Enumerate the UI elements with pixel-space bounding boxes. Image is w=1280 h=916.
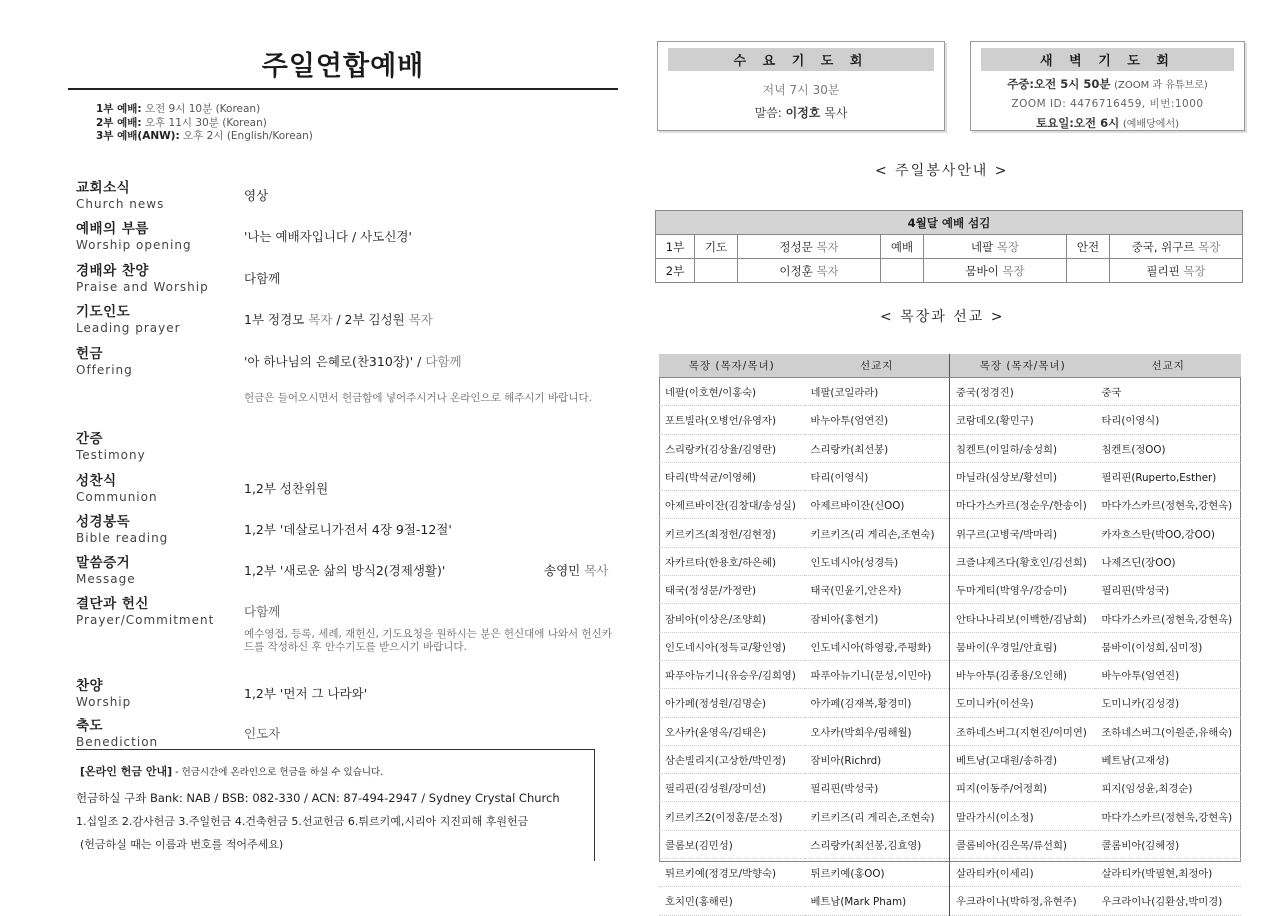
mission-row — [659, 859, 1241, 887]
mission-group-cell: 피지(이동주/어정희) — [949, 774, 1095, 802]
mission-group-cell: 마다가스카르(정순우/한송이) — [949, 491, 1095, 519]
bank-account: 헌금하실 구좌 Bank: NAB / BSB: 082-330 / ACN: 87-494-2947 / Sydney Crystal Church — [76, 791, 560, 805]
mission-group-cell: 잠비아(이상은/조양희) — [659, 604, 805, 632]
mission-field-cell: 잠비아(Richrd) — [805, 745, 950, 773]
mission-field-cell: 바누아투(엄연진) — [1095, 660, 1241, 688]
mission-row — [659, 887, 1241, 915]
mission-field-cell: 스리랑카(최선봉,김효영) — [805, 830, 950, 858]
order-item-message: 말씀증거 Message 1,2부 '새로운 삶의 방식2(경제생활)' 송영민 목사 — [76, 555, 609, 586]
mission-field-cell: 우크라이나(김환삼,박미경) — [1095, 887, 1241, 915]
mission-field-cell: 마다가스카르(정현욱,강현옥) — [1095, 802, 1241, 830]
mission-header-group-2: 목장 (목자/목녀) — [949, 354, 1095, 378]
online-divider — [594, 749, 595, 861]
mission-group-cell: 중국(정경진) — [949, 378, 1095, 406]
mission-field-cell: 중국 — [1095, 378, 1241, 406]
mission-group-cell: 코람데오(황민구) — [949, 406, 1095, 434]
mission-row — [659, 830, 1241, 858]
mission-row — [659, 519, 1241, 547]
mission-group-cell: 파푸아뉴기니(유승우/김희영) — [659, 660, 805, 688]
mission-field-cell: 키르키즈(리 게리손,조현숙) — [805, 519, 950, 547]
mission-group-cell: 포트빌라(오병언/유영자) — [659, 406, 805, 434]
mission-row — [659, 660, 1241, 688]
mission-group-cell: 아가페(정성원/김명순) — [659, 689, 805, 717]
mission-table — [659, 354, 1241, 916]
order-item-testimony: 간증 Testimony — [76, 431, 146, 462]
mission-section-title: < 목장과 선교 > — [880, 309, 1005, 325]
mission-field-cell: 파푸아뉴기니(문성,이민아) — [805, 660, 950, 688]
mission-group-cell: 두마게티(박영우/강승미) — [949, 576, 1095, 604]
offering-note: 헌금은 들어오시면서 헌금함에 넣어주시거나 온라인으로 해주시기 바랍니다. — [244, 392, 592, 404]
mission-group-cell: 콜롬비아(김은목/류선희) — [949, 830, 1095, 858]
mission-row — [659, 491, 1241, 519]
service-time-1: 1부 예배: 오전 9시 10분 (Korean) — [96, 103, 261, 115]
mission-field-cell: 아제르바이잔(신OO) — [805, 491, 950, 519]
mission-field-cell: 뭄바이(이성희,심미정) — [1095, 632, 1241, 660]
dawn-weekday: 주중:오전 5시 50분 (ZOOM 과 유튜브로) — [1007, 77, 1208, 91]
wednesday-prayer-box — [657, 41, 945, 131]
mission-field-cell: 필리핀(박성국) — [1095, 576, 1241, 604]
mission-field-cell: 조하네스버그(이원준,유해숙) — [1095, 717, 1241, 745]
mission-group-cell: 마닐라(심상보/황선미) — [949, 462, 1095, 490]
wednesday-preacher: 말씀: 이정호 목사 — [754, 106, 848, 120]
duty-section-title: < 주일봉사안내 > — [875, 163, 1009, 179]
service-time-3: 3부 예배(ANW): 오후 2시 (English/Korean) — [96, 130, 313, 142]
mission-group-cell: 우크라이나(박하정,유현주) — [949, 887, 1095, 915]
mission-field-cell: 침켄트(정OO) — [1095, 434, 1241, 462]
duty-row-2: 2부 이정훈 목자 뭄바이 목장 필리핀 목장 — [656, 259, 1243, 283]
dawn-prayer-box — [970, 41, 1245, 131]
mission-row — [659, 406, 1241, 434]
mission-field-cell: 베트남(고재성) — [1095, 745, 1241, 773]
online-offering-title: [온라인 헌금 안내] - 헌금시간에 온라인으로 헌금을 하실 수 있습니다. — [80, 765, 384, 778]
service-time-2: 2부 예배: 오후 11시 30분 (Korean) — [96, 116, 267, 129]
mission-field-cell: 오사카(박희우/림해월) — [805, 717, 950, 745]
mission-row — [659, 462, 1241, 490]
mission-group-cell: 조하네스버그(지현진/이미연) — [949, 717, 1095, 745]
mission-field-cell: 네팔(코일라라) — [805, 378, 950, 406]
mission-field-cell: 베트남(Mark Pham) — [805, 887, 950, 915]
mission-group-cell: 삼손빌리지(고상한/박민정) — [659, 745, 805, 773]
mission-field-cell: 마다가스카르(정현욱,강현옥) — [1095, 604, 1241, 632]
mission-field-cell: 필리핀(Ruperto,Esther) — [1095, 462, 1241, 490]
mission-field-cell: 살라티카(박필현,최정아) — [1095, 859, 1241, 887]
order-item-praise: 경배와 찬양 Praise and Worship 다함께 — [76, 263, 281, 294]
mission-group-cell: 침켄트(이일하/송성희) — [949, 434, 1095, 462]
mission-field-cell: 타리(이영식) — [1095, 406, 1241, 434]
mission-group-cell: 인도네시아(정득교/황인영) — [659, 632, 805, 660]
duty-row-1: 1부 기도 정성문 목자 예배 네팔 목장 안전 중국, 위구르 목장 — [656, 235, 1243, 259]
mission-field-cell: 도미니카(김성경) — [1095, 689, 1241, 717]
mission-group-cell: 크즐냐제즈다(황호인/김선희) — [949, 547, 1095, 575]
mission-row — [659, 434, 1241, 462]
mission-group-cell: 위구르(고병국/박마리) — [949, 519, 1095, 547]
mission-group-cell: 뭄바이(우경일/안효림) — [949, 632, 1095, 660]
mission-field-cell: 잠비아(홍현기) — [805, 604, 950, 632]
order-item-bible: 성경봉독 Bible reading 1,2부 '데살로니가전서 4장 9절-12절' — [76, 514, 452, 545]
mission-row — [659, 689, 1241, 717]
mission-group-cell: 베트남(고대원/송하경) — [949, 745, 1095, 773]
dawn-saturday: 토요일:오전 6시 (예배당에서) — [1035, 116, 1180, 130]
mission-row — [659, 802, 1241, 830]
order-item-call: 예배의 부름 Worship opening '나는 예배자입니다 / 사도신경' — [76, 221, 412, 252]
mission-row — [659, 576, 1241, 604]
mission-group-cell: 태국(정성문/가정란) — [659, 576, 805, 604]
mission-group-cell: 바누아투(김종용/오인해) — [949, 660, 1095, 688]
mission-group-cell: 타리(박석균/이영혜) — [659, 462, 805, 490]
mission-group-cell: 필리핀(김성원/장미선) — [659, 774, 805, 802]
mission-field-cell: 태국(민윤기,안은자) — [805, 576, 950, 604]
offering-memo: (헌금하실 때는 이름과 번호를 적어주세요) — [80, 838, 284, 851]
mission-field-cell: 콜롬비아(김혜정) — [1095, 830, 1241, 858]
mission-row — [659, 378, 1241, 406]
mission-group-cell: 스리랑카(김상율/김영란) — [659, 434, 805, 462]
order-item-worship: 찬양 Worship 1,2부 '먼저 그 나라와' — [76, 678, 368, 709]
mission-field-cell: 바누아투(엄연진) — [805, 406, 950, 434]
mission-group-cell: 살라티카(이세리) — [949, 859, 1095, 887]
mission-field-cell: 아가페(김재복,황경미) — [805, 689, 950, 717]
mission-field-cell: 마다가스카르(정현욱,강현옥) — [1095, 491, 1241, 519]
order-item-commitment: 결단과 헌신 Prayer/Commitment 다함께 — [76, 596, 281, 627]
mission-row — [659, 774, 1241, 802]
order-item-prayer: 기도인도 Leading prayer 1부 정경모 목자 / 2부 김성원 목자 — [76, 304, 433, 335]
mission-row — [659, 717, 1241, 745]
duty-table — [655, 210, 1243, 283]
message-speaker: 송영민 목사 — [544, 563, 609, 578]
mission-header-field-1: 선교지 — [805, 354, 950, 378]
order-item-offering: 헌금 Offering '아 하나님의 은혜로(찬310장)' / 다함께 — [76, 346, 462, 377]
mission-group-cell: 키르키즈2(이정훈/문소정) — [659, 802, 805, 830]
mission-field-cell: 나제즈딘(장OO) — [1095, 547, 1241, 575]
mission-group-cell: 도미니카(이선욱) — [949, 689, 1095, 717]
dawn-title: 새 벽 기 도 회 — [981, 48, 1234, 71]
mission-row — [659, 745, 1241, 773]
mission-group-cell: 말라가시(이소정) — [949, 802, 1095, 830]
mission-field-cell: 피지(임성윤,최경순) — [1095, 774, 1241, 802]
offering-kinds: 1.십일조 2.감사헌금 3.주일헌금 4.건축헌금 5.선교헌금 6.튀르키예,시리아 지진피해 후원헌금 — [76, 815, 529, 828]
mission-field-cell: 필리핀(박성국) — [805, 774, 950, 802]
mission-group-cell: 오사카(윤영옥/김태은) — [659, 717, 805, 745]
mission-header-field-2: 선교지 — [1095, 354, 1241, 378]
order-item-benediction: 축도 Benediction 인도자 — [76, 718, 281, 749]
mission-group-cell: 네팔(이호현/이홍숙) — [659, 378, 805, 406]
mission-group-cell: 아제르바이잔(김창대/송성실) — [659, 491, 805, 519]
mission-field-cell: 타리(이영식) — [805, 462, 950, 490]
order-item-communion: 성찬식 Communion 1,2부 성찬위원 — [76, 473, 329, 504]
service-times — [96, 103, 313, 144]
mission-header-row — [659, 354, 1241, 378]
wednesday-time: 저녁 7시 30분 — [762, 83, 840, 97]
bottom-divider — [76, 749, 594, 750]
mission-field-cell: 튀르키예(홍OO) — [805, 859, 950, 887]
mission-field-cell: 키르키즈(리 게리손,조현숙) — [805, 802, 950, 830]
title-divider — [68, 88, 618, 90]
page-title: 주일연합예배 — [261, 51, 425, 82]
mission-row — [659, 632, 1241, 660]
wednesday-title: 수 요 기 도 회 — [668, 48, 934, 71]
mission-group-cell: 자카르타(한용호/하은혜) — [659, 547, 805, 575]
order-item-news: 교회소식 Church news 영상 — [76, 180, 269, 211]
mission-field-cell: 카자흐스탄(박OO,강OO) — [1095, 519, 1241, 547]
mission-field-cell: 인도네시아(하영광,주평화) — [805, 632, 950, 660]
mission-field-cell: 스리랑카(최선봉) — [805, 434, 950, 462]
duty-caption: 4월달 예배 섬김 — [656, 211, 1243, 235]
mission-row — [659, 604, 1241, 632]
mission-row — [659, 547, 1241, 575]
mission-header-group-1: 목장 (목자/목녀) — [659, 354, 805, 378]
commitment-note: 예수영접, 등록, 세례, 재헌신, 기도요청을 원하시는 분은 헌신대에 나와서 헌신카드를 작성하신 후 안수기도를 받으시기 바랍니다. — [244, 628, 612, 653]
mission-field-cell: 인도네시아(성경득) — [805, 547, 950, 575]
mission-group-cell: 키르키즈(최정헌/김현정) — [659, 519, 805, 547]
mission-group-cell: 안타나나리보(이백한/김남희) — [949, 604, 1095, 632]
mission-group-cell: 튀르키예(정경모/박향숙) — [659, 859, 805, 887]
mission-group-cell: 호치민(홍해린) — [659, 887, 805, 915]
mission-group-cell: 콜롬보(김민성) — [659, 830, 805, 858]
dawn-zoom: ZOOM ID: 4476716459, 비번:1000 — [1011, 98, 1204, 110]
